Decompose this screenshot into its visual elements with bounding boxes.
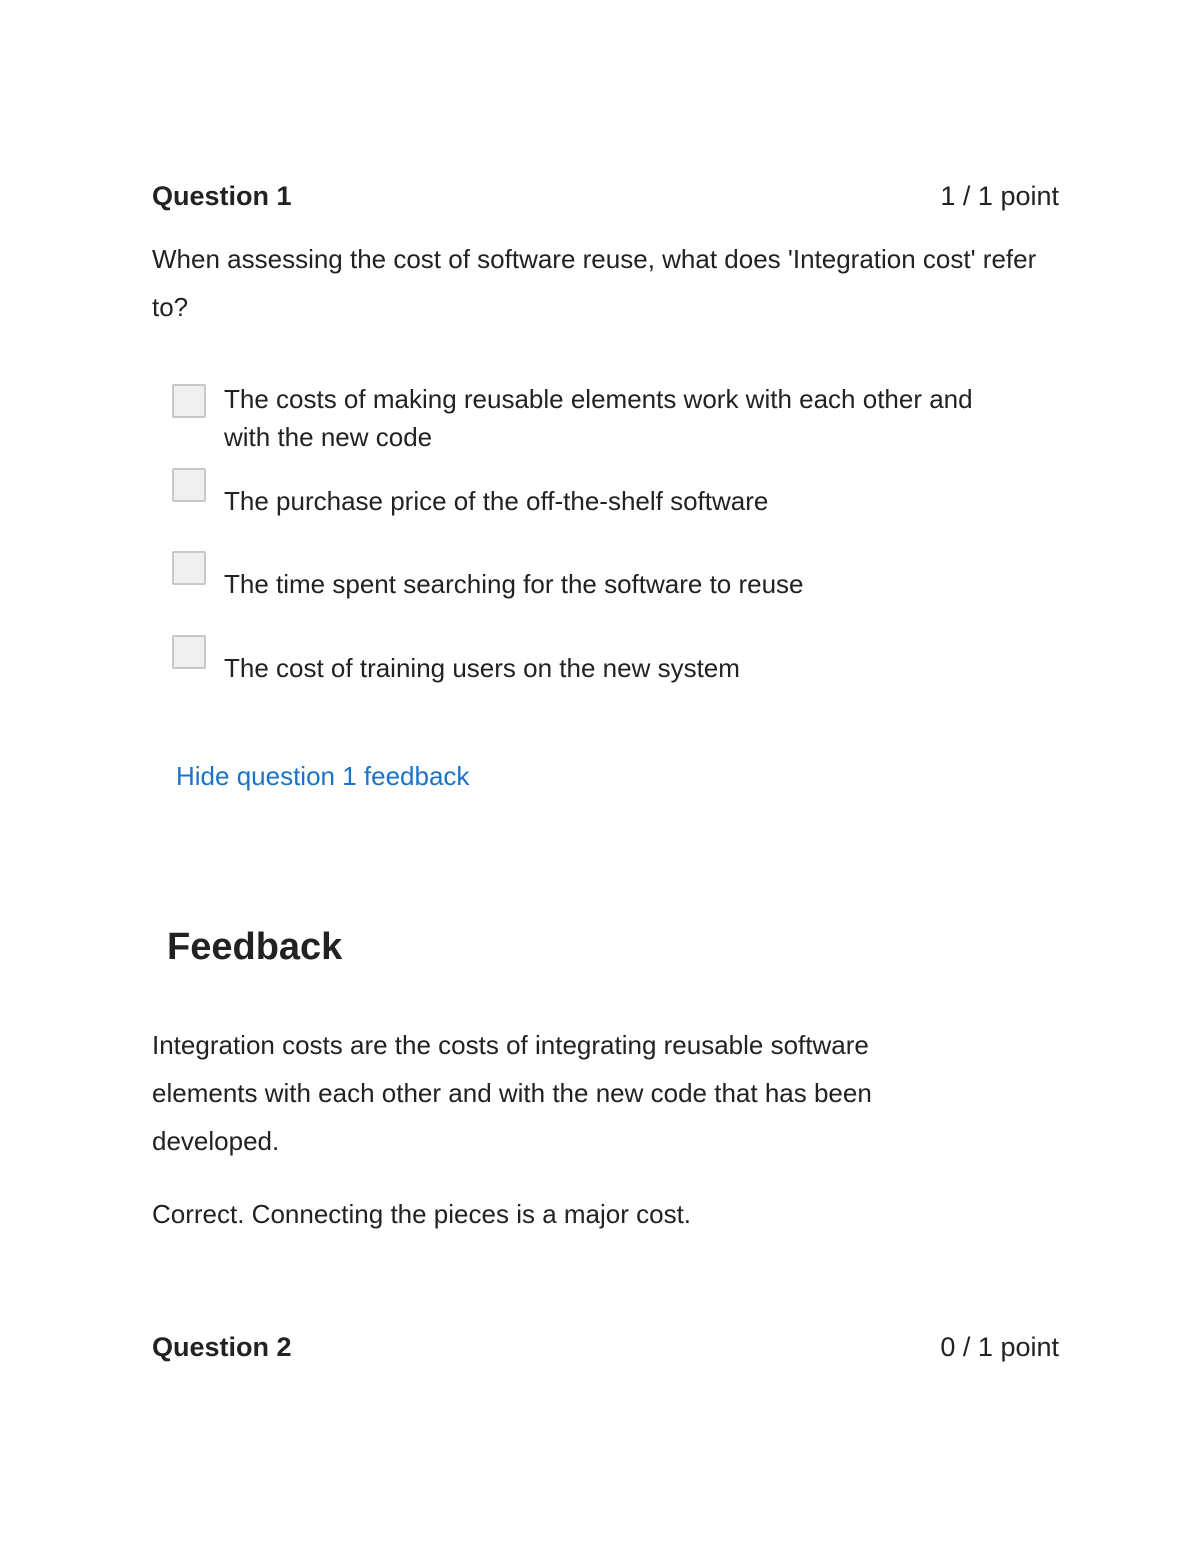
answer-label-3[interactable]: The time spent searching for the software to reuse <box>224 569 804 599</box>
feedback-verdict: Correct. Connecting the pieces is a major cost. <box>152 1199 692 1229</box>
question-1-title: Question 1 <box>152 181 292 211</box>
answer-checkbox-3[interactable] <box>172 551 206 585</box>
feedback-heading: Feedback <box>167 926 343 968</box>
answer-label-4[interactable]: The cost of training users on the new system <box>224 653 740 683</box>
question-1-prompt: When assessing the cost of software reuse, what does 'Integration cost' refer to? <box>152 244 1037 322</box>
answer-checkbox-1[interactable] <box>172 384 206 418</box>
answer-label-1[interactable]: The costs of making reusable elements work with each other and with the new code <box>224 384 973 452</box>
feedback-explanation: Integration costs are the costs of integrating reusable software elements with each other and with the new code that has been developed. <box>152 1030 872 1156</box>
answer-label-2[interactable]: The purchase price of the off-the-shelf software <box>224 486 769 516</box>
answer-checkbox-4[interactable] <box>172 635 206 669</box>
question-2-points: 0 / 1 point <box>940 1332 1059 1362</box>
hide-question-1-feedback-link[interactable]: Hide question 1 feedback <box>176 761 470 791</box>
question-2-title: Question 2 <box>152 1332 292 1362</box>
question-1-points: 1 / 1 point <box>940 181 1059 211</box>
answer-checkbox-2[interactable] <box>172 468 206 502</box>
